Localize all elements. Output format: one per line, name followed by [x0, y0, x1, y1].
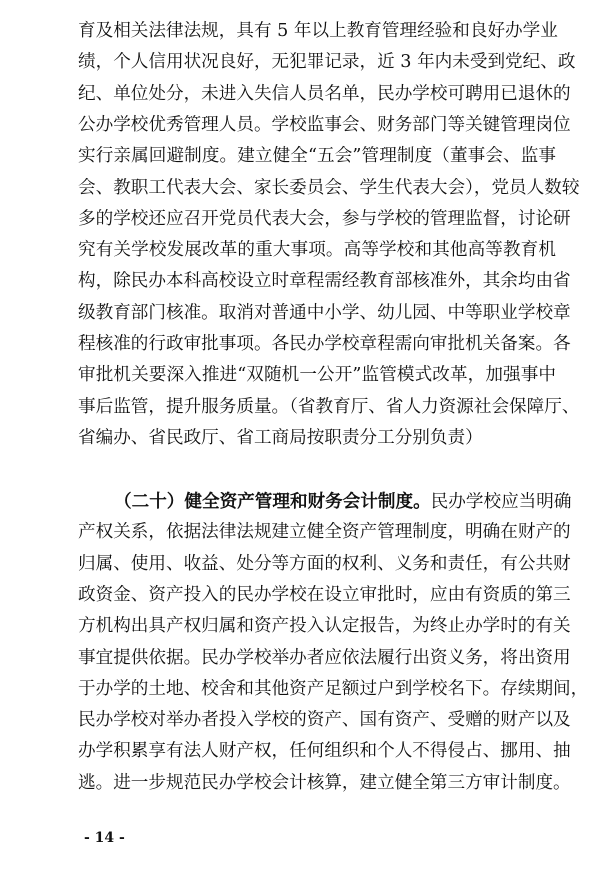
page-number: - 14 -: [84, 830, 125, 846]
paragraph-line: 究有关学校发展改革的重大事项。高等学校和其他高等教育机: [78, 240, 556, 261]
paragraph-line: 程核准的行政审批事项。各民办学校章程需向审批机关备案。各: [78, 334, 571, 354]
paragraph-line: 事宜提供依据。民办学校举办者应依法履行出资义务，将出资用: [78, 647, 571, 668]
paragraph-line: 审批机关要深入推进“双随机一公开”监管模式改革，加强事中: [78, 365, 556, 386]
section-first-line-text: 民办学校应当明确: [430, 492, 572, 512]
paragraph-line: 归属、使用、收益、处分等方面的权利、义务和责任，有公共财: [78, 553, 571, 574]
paragraph-line: 事后监管，提升服务质量。（省教育厅、省人力资源社会保障厅、: [78, 396, 580, 417]
paragraph-line: 政资金、资产投入的民办学校在设立审批时，应由有资质的第三: [78, 584, 571, 605]
paragraph-line: 纪、单位处分，未进入失信人员名单，民办学校可聘用已退休的: [78, 83, 571, 104]
paragraph-line: 会、教职工代表大会、家长委员会、学生代表大会），党员人数较: [78, 177, 580, 198]
section-first-line: [114, 486, 572, 517]
paragraph-line: 逃。进一步规范民办学校会计核算，建立健全第三方审计制度。: [78, 772, 571, 793]
paragraph-line: 级教育部门核准。取消对普通中小学、幼儿园、中等职业学校章: [78, 302, 571, 323]
paragraph-line: 实行亲属回避制度。建立健全“五会”管理制度（董事会、监事: [78, 146, 556, 167]
paragraph-line: 民办学校对举办者投入学校的资产、国有资产、受赠的财产以及: [78, 710, 571, 731]
paragraph-line: 多的学校还应召开党员代表大会，参与学校的管理监督，讨论研: [78, 208, 571, 229]
paragraph-line: 绩，个人信用状况良好，无犯罪记录，近 3 年内未受到党纪、政: [78, 52, 576, 73]
paragraph-line: 育及相关法律法规，具有 5 年以上教育管理经验和良好办学业: [78, 21, 558, 41]
section-heading: （二十）健全资产管理和财务会计制度。: [114, 491, 431, 512]
paragraph-line: 产权关系，依据法律法规建立健全资产管理制度，明确在财产的: [78, 522, 571, 543]
paragraph-line: 方机构出具产权归属和资产投入认定报告，为终止办学时的有关: [78, 616, 571, 637]
paragraph-line: 办学积累享有法人财产权，任何组织和个人不得侵占、挪用、抽: [78, 741, 571, 762]
paragraph-line: 公办学校优秀管理人员。学校监事会、财务部门等关键管理岗位: [78, 114, 571, 135]
paragraph-line: 于办学的土地、校舍和其他资产足额过户到学校名下。存续期间，: [78, 678, 589, 699]
paragraph-last-line: 省编办、省民政厅、省工商局按职责分工分别负责）: [78, 427, 483, 448]
paragraph-line: 构，除民办本科高校设立时章程需经教育部核准外，其余均由省: [78, 271, 571, 292]
